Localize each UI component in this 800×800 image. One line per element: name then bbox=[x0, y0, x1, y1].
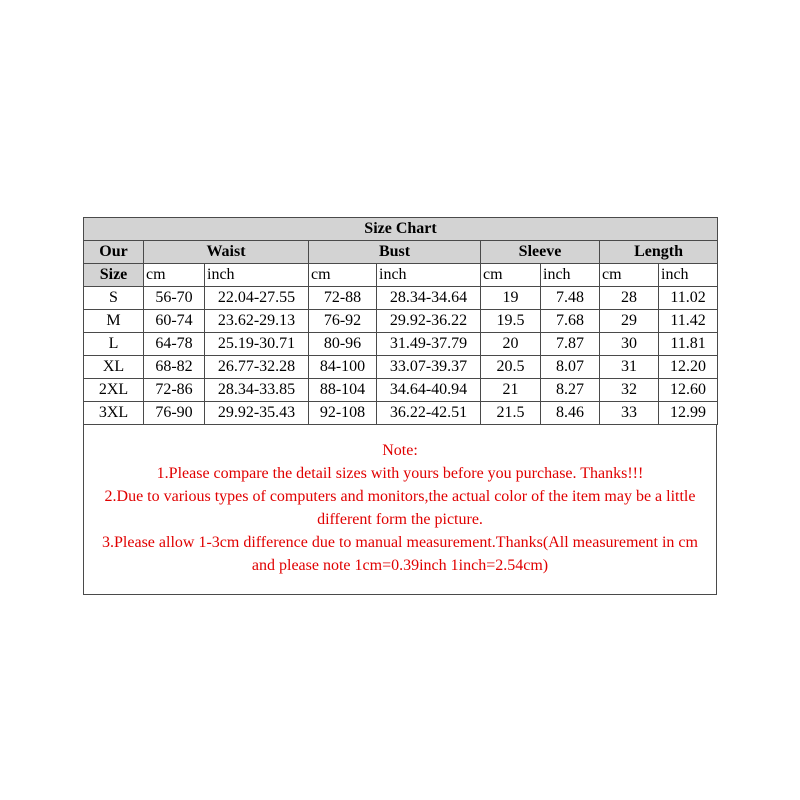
bust-cm-unit: cm bbox=[309, 264, 377, 287]
note-line-1: 1.Please compare the detail sizes with yours before you purchase. Thanks!!! bbox=[156, 465, 644, 482]
table-cell: 31 bbox=[600, 356, 659, 379]
size-cell: 2XL bbox=[84, 379, 144, 402]
waist-cm-unit: cm bbox=[144, 264, 205, 287]
table-cell: 88-104 bbox=[309, 379, 377, 402]
table-cell: 12.20 bbox=[659, 356, 718, 379]
note-line-3: 3.Please allow 1-3cm difference due to manual measurement.Thanks(All measurement in cm and please note 1cm=0.39inch 1inch=2.54cm) bbox=[102, 534, 698, 574]
our-size-label-bottom: Size bbox=[84, 264, 144, 287]
table-row bbox=[84, 310, 718, 333]
table-cell: 19.5 bbox=[481, 310, 541, 333]
table-cell: 32 bbox=[600, 379, 659, 402]
table-cell: 80-96 bbox=[309, 333, 377, 356]
table-cell: 31.49-37.79 bbox=[377, 333, 481, 356]
table-cell: 7.87 bbox=[541, 333, 600, 356]
table-cell: 72-88 bbox=[309, 287, 377, 310]
table-cell: 72-86 bbox=[144, 379, 205, 402]
table-cell: 25.19-30.71 bbox=[205, 333, 309, 356]
table-cell: 11.02 bbox=[659, 287, 718, 310]
size-cell: 3XL bbox=[84, 402, 144, 425]
note-box bbox=[83, 425, 717, 595]
bust-header: Bust bbox=[309, 241, 481, 264]
table-cell: 11.42 bbox=[659, 310, 718, 333]
table-cell: 76-92 bbox=[309, 310, 377, 333]
note-line-2: 2.Due to various types of computers and monitors,the actual color of the item may be a little different form the picture. bbox=[104, 488, 696, 528]
table-cell: 11.81 bbox=[659, 333, 718, 356]
size-chart bbox=[83, 217, 717, 595]
table-row bbox=[84, 287, 718, 310]
table-cell: 29.92-35.43 bbox=[205, 402, 309, 425]
length-cm-unit: cm bbox=[600, 264, 659, 287]
table-cell: 19 bbox=[481, 287, 541, 310]
sleeve-header: Sleeve bbox=[481, 241, 600, 264]
table-cell: 23.62-29.13 bbox=[205, 310, 309, 333]
our-size-label-top: Our bbox=[84, 241, 144, 264]
unit-header-row bbox=[84, 264, 718, 287]
table-cell: 20 bbox=[481, 333, 541, 356]
table-cell: 30 bbox=[600, 333, 659, 356]
table-cell: 92-108 bbox=[309, 402, 377, 425]
table-cell: 29 bbox=[600, 310, 659, 333]
size-cell: XL bbox=[84, 356, 144, 379]
table-cell: 29.92-36.22 bbox=[377, 310, 481, 333]
table-cell: 8.07 bbox=[541, 356, 600, 379]
table-cell: 20.5 bbox=[481, 356, 541, 379]
table-cell: 64-78 bbox=[144, 333, 205, 356]
note-heading: Note: bbox=[382, 442, 418, 459]
table-cell: 34.64-40.94 bbox=[377, 379, 481, 402]
waist-header: Waist bbox=[144, 241, 309, 264]
length-inch-unit: inch bbox=[659, 264, 718, 287]
table-cell: 21 bbox=[481, 379, 541, 402]
table-cell: 12.99 bbox=[659, 402, 718, 425]
table-cell: 33 bbox=[600, 402, 659, 425]
table-cell: 28.34-34.64 bbox=[377, 287, 481, 310]
table-cell: 33.07-39.37 bbox=[377, 356, 481, 379]
length-header: Length bbox=[600, 241, 718, 264]
size-cell: S bbox=[84, 287, 144, 310]
table-cell: 28 bbox=[600, 287, 659, 310]
table-cell: 36.22-42.51 bbox=[377, 402, 481, 425]
table-cell: 7.48 bbox=[541, 287, 600, 310]
table-cell: 21.5 bbox=[481, 402, 541, 425]
table-row bbox=[84, 356, 718, 379]
group-header-row bbox=[84, 241, 718, 264]
bust-inch-unit: inch bbox=[377, 264, 481, 287]
table-cell: 12.60 bbox=[659, 379, 718, 402]
size-table bbox=[83, 217, 718, 425]
table-cell: 28.34-33.85 bbox=[205, 379, 309, 402]
table-cell: 8.27 bbox=[541, 379, 600, 402]
table-cell: 26.77-32.28 bbox=[205, 356, 309, 379]
table-cell: 22.04-27.55 bbox=[205, 287, 309, 310]
table-row bbox=[84, 379, 718, 402]
size-cell: M bbox=[84, 310, 144, 333]
chart-title: Size Chart bbox=[84, 218, 718, 241]
table-cell: 7.68 bbox=[541, 310, 600, 333]
table-row bbox=[84, 333, 718, 356]
table-cell: 8.46 bbox=[541, 402, 600, 425]
table-row bbox=[84, 402, 718, 425]
table-cell: 56-70 bbox=[144, 287, 205, 310]
sleeve-cm-unit: cm bbox=[481, 264, 541, 287]
sleeve-inch-unit: inch bbox=[541, 264, 600, 287]
table-cell: 68-82 bbox=[144, 356, 205, 379]
waist-inch-unit: inch bbox=[205, 264, 309, 287]
table-cell: 84-100 bbox=[309, 356, 377, 379]
table-cell: 76-90 bbox=[144, 402, 205, 425]
size-cell: L bbox=[84, 333, 144, 356]
table-cell: 60-74 bbox=[144, 310, 205, 333]
title-row bbox=[84, 218, 718, 241]
